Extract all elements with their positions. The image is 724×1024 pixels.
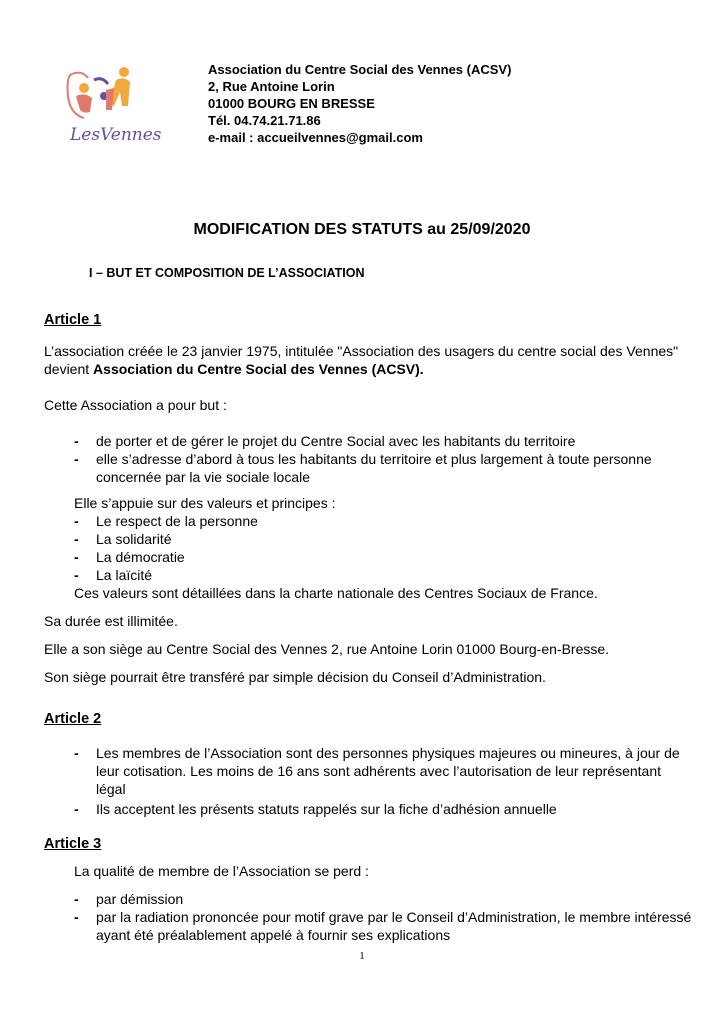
purpose-intro: Cette Association a pour but : (44, 397, 227, 413)
list-item-text: Ils acceptent les présents statuts rappelés sur la fiche d’adhésion annuelle (96, 801, 557, 817)
article-3-heading: Article 3 (44, 836, 102, 852)
list-dash: - (74, 549, 79, 565)
association-header (208, 61, 511, 146)
list-dash: - (74, 891, 79, 907)
document-title: MODIFICATION DES STATUTS au 25/09/2020 (193, 221, 531, 238)
article-1-paragraph (44, 342, 694, 378)
values-intro: Elle s’appuie sur des valeurs et principes : (74, 495, 336, 511)
list-dash: - (74, 745, 79, 761)
list-item-text: elle s’adresse d’abord à tous les habitants du territoire et plus largement à toute personne concernée par la vie sociale locale (96, 451, 652, 485)
list-dash: - (74, 567, 79, 583)
section-heading: I – BUT ET COMPOSITION DE L’ASSOCIATION (89, 266, 365, 280)
seat-text: Elle a son siège au Centre Social des Vennes 2, rue Antoine Lorin 01000 Bourg-en-Bresse. (44, 641, 610, 657)
article-1-new-name: Association du Centre Social des Vennes (ACSV). (93, 361, 424, 377)
transfer-text: Son siège pourrait être transféré par simple décision du Conseil d’Administration. (44, 669, 546, 685)
list-dash: - (74, 513, 79, 529)
list-dash: - (74, 801, 79, 817)
article-2-heading: Article 2 (44, 711, 102, 727)
header-name: Association du Centre Social des Vennes (ACSV) (208, 62, 512, 77)
list-item-text: Les membres de l’Association sont des personnes physiques majeures ou mineures, à jour de leur cotisation. Les moins de 16 ans sont adhérents avec l’autorisation de leur représentant légal (96, 745, 680, 797)
page-number: 1 (359, 950, 365, 962)
header-phone: Tél. 04.74.21.71.86 (208, 113, 321, 128)
list-dash: - (74, 451, 79, 467)
header-address: 2, Rue Antoine Lorin (208, 79, 335, 94)
list-item-text: Le respect de la personne (96, 513, 258, 529)
list-dash: - (74, 909, 79, 925)
list-dash: - (74, 433, 79, 449)
article-1-text: L’association créée le 23 janvier 1975, intitulée "Association des usagers du centre social des Vennes" devient (44, 343, 679, 377)
svg-text:LesVennes: LesVennes (70, 125, 162, 145)
list-item-text: par démission (96, 891, 184, 907)
list-item-text: La démocratie (96, 549, 185, 565)
list-item-text: La laïcité (96, 567, 153, 583)
association-logo (62, 66, 192, 146)
article-1-heading: Article 1 (44, 312, 102, 328)
header-city: 01000 BOURG EN BRESSE (208, 96, 375, 111)
values-note: Ces valeurs sont détaillées dans la charte nationale des Centres Sociaux de France. (74, 585, 598, 601)
duration-text: Sa durée est illimitée. (44, 613, 178, 629)
header-email: e-mail : accueilvennes@gmail.com (208, 130, 423, 145)
list-dash: - (74, 531, 79, 547)
list-item-text: La solidarité (96, 531, 172, 547)
list-item-text: de porter et de gérer le projet du Centre Social avec les habitants du territoire (96, 433, 576, 449)
article-3-intro: La qualité de membre de l’Association se perd : (74, 863, 369, 879)
list-item-text: par la radiation prononcée pour motif grave par le Conseil d’Administration, le membre intéressé ayant été préalablement appelé à fournir ses explications (96, 909, 692, 943)
